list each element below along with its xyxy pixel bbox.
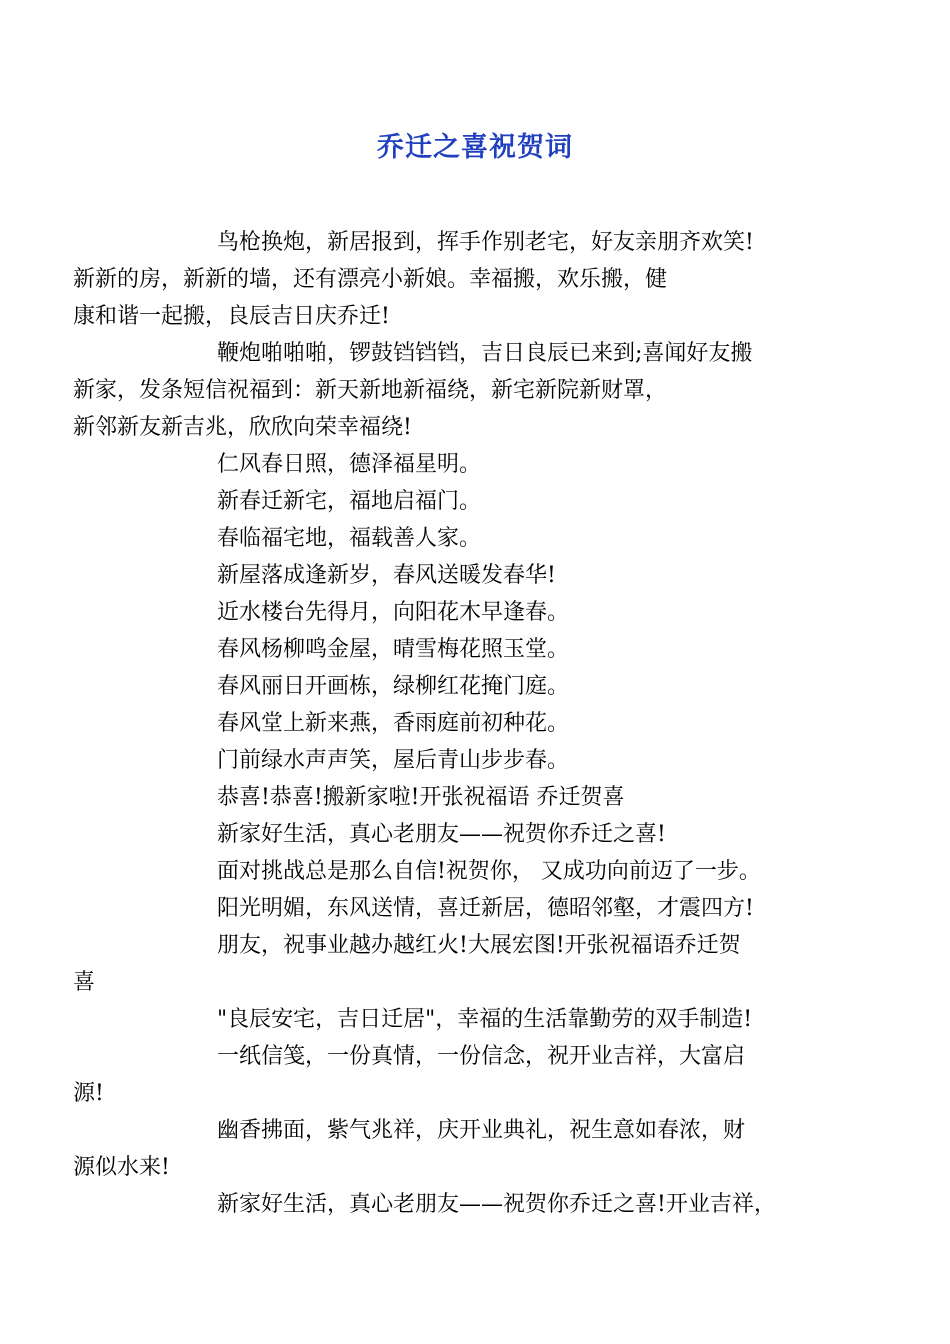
paragraph-line: 春临福宅地，福载善人家。 <box>217 526 482 551</box>
paragraph <box>73 1038 817 1112</box>
paragraph <box>73 224 817 335</box>
paragraph-line: 新新的房，新新的墙，还有漂亮小新娘。幸福搬，欢乐搬，健 <box>73 267 668 292</box>
paragraph-line: 朋友，祝事业越办越红火!大展宏图!开张祝福语乔迁贺 <box>217 933 741 958</box>
paragraph-line: 阳光明媚，东风送情，喜迁新居，德昭邻壑，才震四方! <box>217 896 754 921</box>
paragraph-line: 春风堂上新来燕，香雨庭前初种花。 <box>217 711 570 736</box>
paragraph-line: 面对挑战总是那么自信!祝贺你， 又成功向前迈了一步。 <box>217 859 761 884</box>
paragraph-line: 鞭炮啪啪啪，锣鼓铛铛铛，吉日良辰已来到;喜闻好友搬 <box>217 341 753 366</box>
paragraph-line: 喜 <box>73 970 96 995</box>
paragraph-line: 新家好生活，真心老朋友——祝贺你乔迁之喜!开业吉祥， <box>217 1192 776 1217</box>
paragraph-line: 源! <box>73 1081 104 1106</box>
paragraph <box>145 668 817 705</box>
paragraph-line: 春风杨柳鸣金屋，晴雪梅花照玉堂。 <box>217 637 570 662</box>
paragraph <box>145 483 817 520</box>
paragraph <box>145 1001 817 1038</box>
paragraph-line: 源似水来! <box>73 1155 170 1180</box>
paragraph-line: 门前绿水声声笑，屋后青山步步春。 <box>217 748 570 773</box>
paragraph-line: 新邻新友新吉兆，欣欣向荣幸福绕! <box>73 415 412 440</box>
paragraph <box>145 742 817 779</box>
paragraph <box>145 890 817 927</box>
paragraph <box>145 520 817 557</box>
paragraph-line: 仁风春日照，德泽福星明。 <box>217 452 482 477</box>
document-body <box>73 224 817 1223</box>
paragraph-line: 一纸信笺，一份真情，一份信念，祝开业吉祥，大富启 <box>217 1044 746 1069</box>
paragraph-line: 春风丽日开画栋，绿柳红花掩门庭。 <box>217 674 570 699</box>
paragraph-line: 近水楼台先得月，向阳花木早逢春。 <box>217 600 570 625</box>
paragraph-line: 康和谐一起搬，良辰吉日庆乔迁! <box>73 304 390 329</box>
paragraph-line: 新春迁新宅，福地启福门。 <box>217 489 482 514</box>
paragraph <box>145 853 817 890</box>
paragraph-line: 新家好生活，真心老朋友——祝贺你乔迁之喜! <box>217 822 666 847</box>
paragraph <box>145 631 817 668</box>
paragraph-line: "良辰安宅，吉日迁居"，幸福的生活靠勤劳的双手制造! <box>217 1007 753 1032</box>
paragraph <box>73 927 817 1001</box>
paragraph <box>145 816 817 853</box>
paragraph-line: 新家，发条短信祝福到：新天新地新福绕，新宅新院新财罩， <box>73 378 668 403</box>
paragraph-line: 鸟枪换炮，新居报到，挥手作别老宅，好友亲朋齐欢笑! <box>217 230 754 255</box>
paragraph-line: 幽香拂面，紫气兆祥，庆开业典礼，祝生意如春浓，财 <box>217 1118 746 1143</box>
paragraph <box>73 335 817 446</box>
document-title: 乔迁之喜祝贺词 <box>377 132 573 163</box>
paragraph <box>145 557 817 594</box>
paragraph-line: 新屋落成逢新岁，春风送暖发春华! <box>217 563 556 588</box>
paragraph-line: 恭喜!恭喜!搬新家啦!开张祝福语 乔迁贺喜 <box>217 785 625 810</box>
paragraph <box>73 1112 817 1186</box>
paragraph <box>145 1186 817 1223</box>
paragraph <box>145 446 817 483</box>
paragraph <box>145 779 817 816</box>
paragraph <box>145 594 817 631</box>
paragraph <box>145 705 817 742</box>
